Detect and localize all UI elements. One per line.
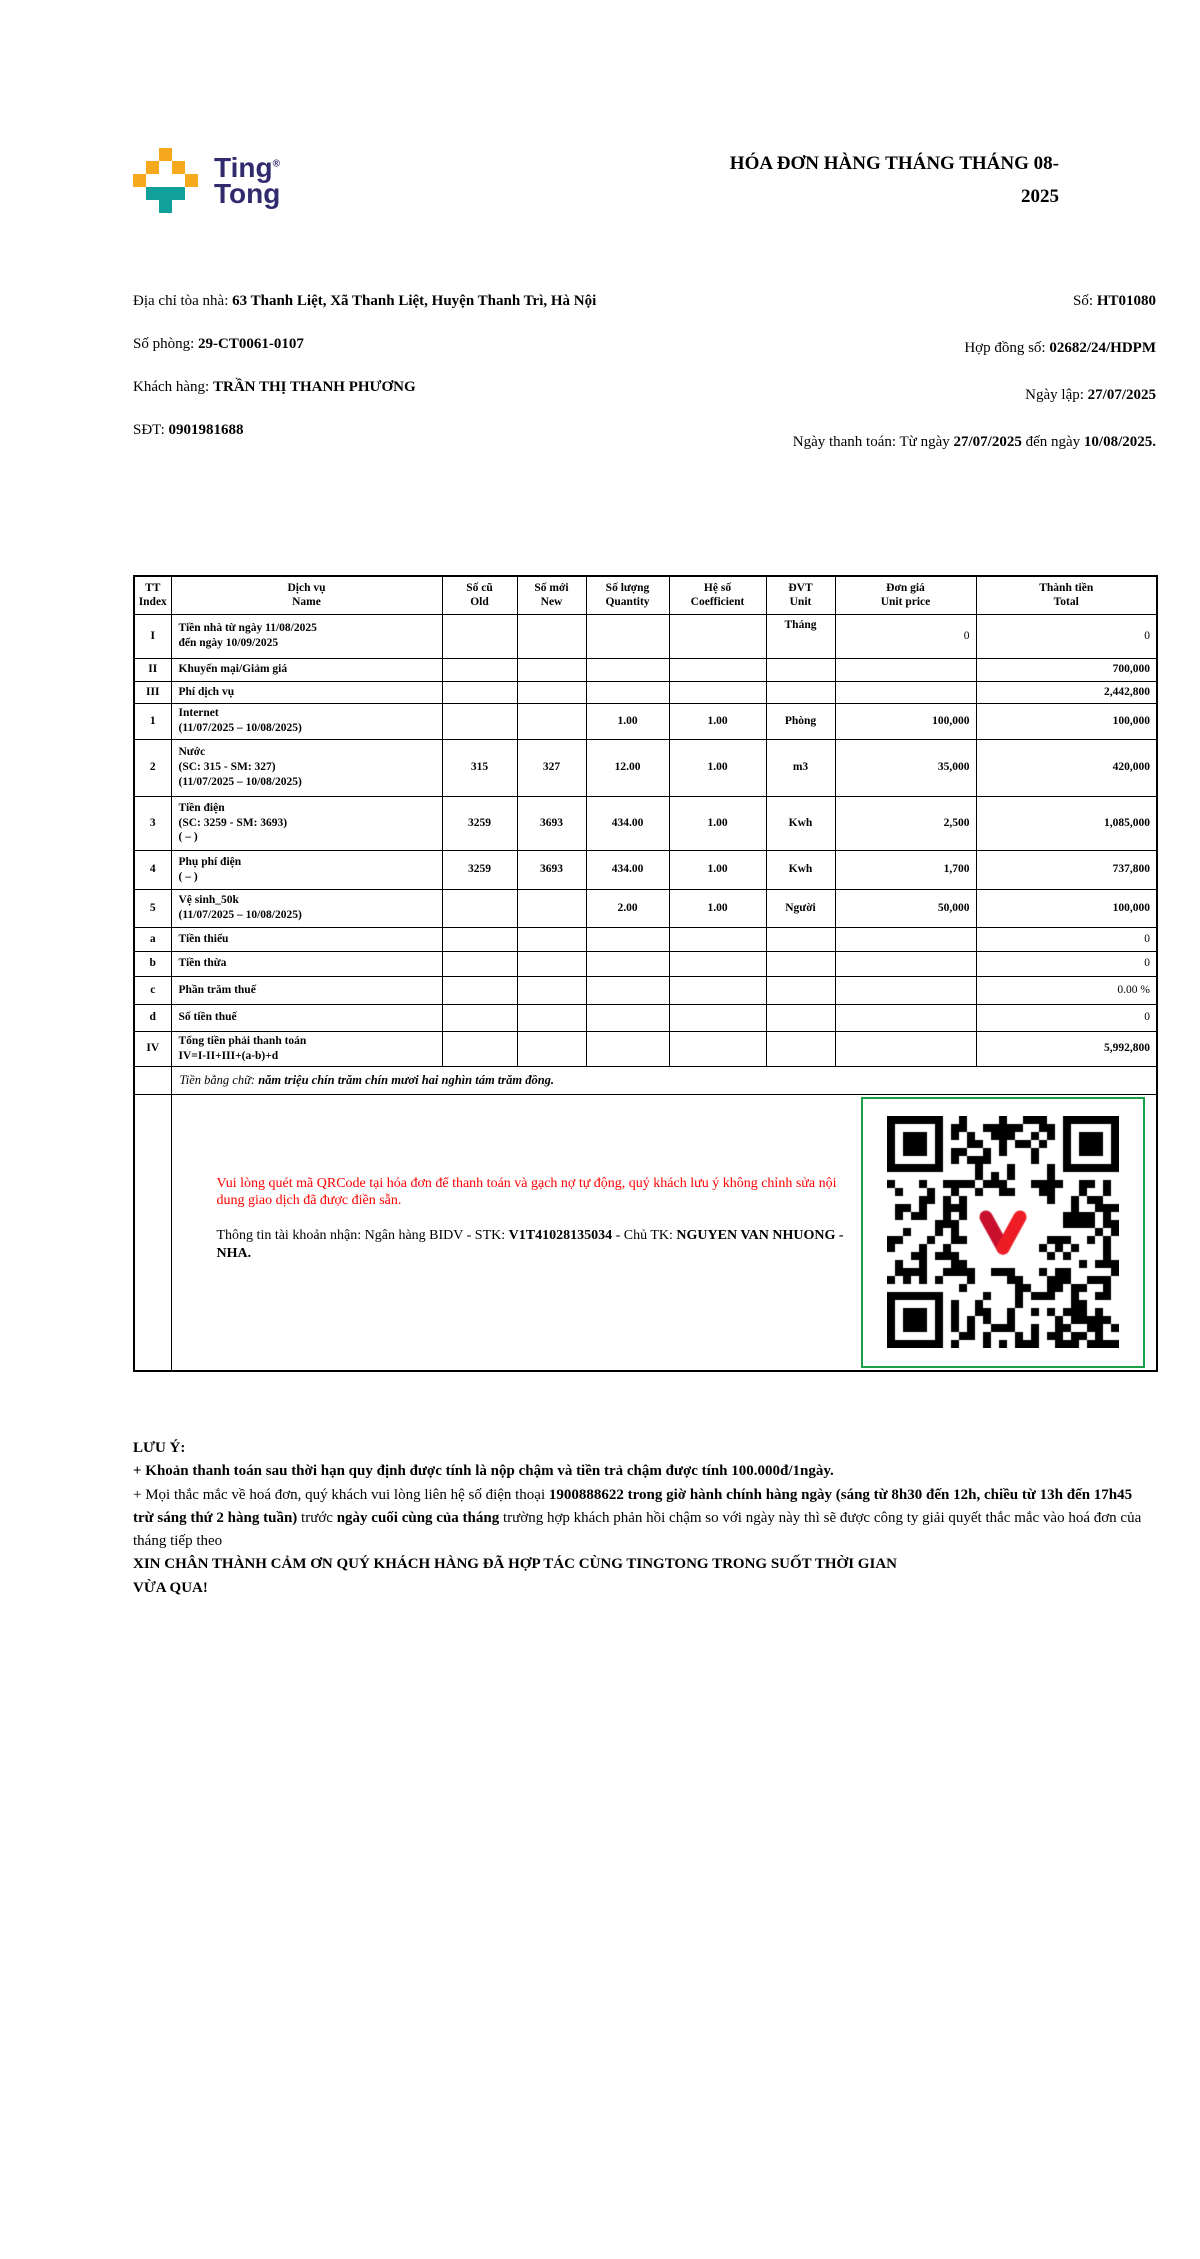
service-name: Tổng tiền phải thanh toán IV=I-II+III+(a-b)+d [171, 1031, 442, 1066]
total: 0 [976, 614, 1157, 658]
quantity: 12.00 [586, 739, 669, 796]
charge-row [134, 951, 1157, 976]
unit: Kwh [766, 850, 835, 889]
unit-price [835, 658, 976, 681]
logo-square [172, 161, 185, 174]
charge-row [134, 889, 1157, 927]
row-index: I [134, 614, 171, 658]
new-reading: 3693 [517, 850, 586, 889]
unit: Kwh [766, 796, 835, 850]
quantity [586, 681, 669, 703]
quantity [586, 976, 669, 1004]
quantity [586, 658, 669, 681]
text-segment: Ngày thanh toán: Từ ngày [792, 434, 954, 450]
old-reading [442, 951, 517, 976]
charge-row [134, 1031, 1157, 1066]
total: 100,000 [976, 703, 1157, 739]
charges-table [133, 575, 1158, 1372]
service-name: Tiền điện (SC: 3259 - SM: 3693) ( – ) [171, 796, 442, 850]
text-segment: 0901981688 [168, 422, 244, 438]
invoice-title-line1: HÓA ĐƠN HÀNG THÁNG THÁNG 08- [729, 153, 1059, 174]
payment-period [776, 429, 1156, 455]
coefficient [669, 951, 766, 976]
charge-row [134, 658, 1157, 681]
unit-price: 50,000 [835, 889, 976, 927]
logo-square [185, 174, 198, 187]
invoice-number [776, 288, 1156, 314]
coefficient: 1.00 [669, 796, 766, 850]
charge-row [134, 850, 1157, 889]
issue-date [776, 382, 1156, 408]
unit-price: 100,000 [835, 703, 976, 739]
coefficient [669, 1031, 766, 1066]
row-index: c [134, 976, 171, 1004]
unit-price: 2,500 [835, 796, 976, 850]
coefficient [669, 1004, 766, 1031]
support-note [133, 1484, 1156, 1554]
unit [766, 1004, 835, 1031]
row-index: b [134, 951, 171, 976]
new-reading [517, 889, 586, 927]
old-reading [442, 1031, 517, 1066]
thank-you-line1: XIN CHÂN THÀNH CẢM ƠN QUÝ KHÁCH HÀNG ĐÃ HỢP TÁC CÙNG TINGTONG TRONG SUỐT THỜI GIAN [133, 1556, 897, 1573]
unit [766, 951, 835, 976]
row-index: 2 [134, 739, 171, 796]
new-reading [517, 614, 586, 658]
logo-word-1: Ting [214, 152, 273, 184]
text-segment: Hợp đồng số: [964, 340, 1050, 356]
unit [766, 927, 835, 951]
text-segment: 29-CT0061-0107 [198, 336, 304, 352]
table-header-row [134, 576, 1157, 614]
service-name: Nước (SC: 315 - SM: 327) (11/07/2025 – 10/08/2025) [171, 739, 442, 796]
thank-you-line2: VỪA QUA! [133, 1579, 208, 1596]
column-header: Dịch vụ Name [171, 576, 442, 614]
logo-square [146, 161, 159, 174]
total: 0 [976, 1004, 1157, 1031]
text-segment: trường hợp khách phản hồi chậm so với ngày này thì sẽ được công ty giải quyết thắc mắc vào hoá đơn của tháng tiếp theo [133, 1509, 1142, 1549]
amount-in-words-text: năm triệu chín trăm chín mươi hai nghìn tám trăm đồng. [258, 1072, 555, 1087]
unit-price [835, 1031, 976, 1066]
text-segment: 27/07/2025 [1087, 387, 1156, 403]
old-reading [442, 889, 517, 927]
service-name: Phần trăm thuế [171, 976, 442, 1004]
service-name: Phụ phí điện ( – ) [171, 850, 442, 889]
quantity: 434.00 [586, 796, 669, 850]
quantity: 2.00 [586, 889, 669, 927]
total: 1,085,000 [976, 796, 1157, 850]
old-reading [442, 976, 517, 1004]
new-reading: 3693 [517, 796, 586, 850]
unit: Người [766, 889, 835, 927]
coefficient: 1.00 [669, 889, 766, 927]
total: 0 [976, 927, 1157, 951]
service-name: Số tiền thuế [171, 1004, 442, 1031]
amount-in-words-label: Tiền bằng chữ: [179, 1072, 259, 1087]
service-name: Vệ sinh_50k (11/07/2025 – 10/08/2025) [171, 889, 442, 927]
qr-code-box [861, 1097, 1145, 1368]
room-number [133, 323, 613, 366]
text-segment: TRẦN THỊ THANH PHƯƠNG [212, 379, 416, 395]
text-segment: trước [297, 1509, 337, 1526]
text-segment: 1900888622 trong giờ hành chính hàng ngày (sáng từ 8h30 đến 12h, chiều từ 13h đến 17h45 trừ sáng thứ 2 hàng tuần) [133, 1486, 1133, 1526]
empty-cell [134, 1066, 171, 1094]
logo-word-2: Tong [214, 178, 281, 209]
coefficient: 1.00 [669, 850, 766, 889]
customer-name [133, 366, 613, 409]
late-payment-note: + Khoản thanh toán sau thời hạn quy định được tính là nộp chậm và tiền trả chậm được tính 100.000đ/1ngày. [133, 1463, 834, 1480]
text-segment: 63 Thanh Liệt, Xã Thanh Liệt, Huyện Thanh Trì, Hà Nội [232, 293, 597, 309]
old-reading [442, 614, 517, 658]
text-segment: Số phòng: [133, 336, 199, 352]
qr-payment-notice: Vui lòng quét mã QRCode tại hóa đơn để thanh toán và gạch nợ tự động, quý khách lưu ý không chỉnh sửa nội dung giao dịch đã được điền sẵn. [216, 1175, 837, 1209]
payment-info-cell [171, 1094, 1157, 1371]
notes-heading: LƯU Ý: [133, 1440, 186, 1456]
payment-instructions [217, 1175, 845, 1264]
new-reading [517, 927, 586, 951]
unit-price: 1,700 [835, 850, 976, 889]
unit: Phòng [766, 703, 835, 739]
service-name: Internet (11/07/2025 – 10/08/2025) [171, 703, 442, 739]
coefficient [669, 614, 766, 658]
new-reading [517, 703, 586, 739]
contract-number [776, 335, 1156, 361]
header [133, 148, 1156, 214]
unit [766, 1031, 835, 1066]
charge-row [134, 1004, 1157, 1031]
row-index: d [134, 1004, 171, 1031]
column-header: TT Index [134, 576, 171, 614]
column-header: Hệ số Coefficient [669, 576, 766, 614]
text-segment: Số: [1073, 293, 1097, 309]
text-segment: - Chủ TK: [612, 1228, 677, 1244]
unit-price: 0 [835, 614, 976, 658]
unit [766, 681, 835, 703]
tingtong-logo-icon [133, 148, 199, 214]
invoice-meta [776, 280, 1156, 476]
coefficient [669, 927, 766, 951]
quantity [586, 1004, 669, 1031]
thank-you-note [133, 1553, 1156, 1600]
coefficient [669, 658, 766, 681]
new-reading: 327 [517, 739, 586, 796]
old-reading [442, 703, 517, 739]
column-header: Số lượng Quantity [586, 576, 669, 614]
coefficient [669, 681, 766, 703]
quantity [586, 1031, 669, 1066]
service-name: Khuyến mại/Giảm giá [171, 658, 442, 681]
unit-price [835, 1004, 976, 1031]
column-header: Đơn giá Unit price [835, 576, 976, 614]
row-index: 1 [134, 703, 171, 739]
unit-price [835, 976, 976, 1004]
row-index: 5 [134, 889, 171, 927]
notes-section [133, 1437, 1156, 1600]
text-segment: SĐT: [133, 422, 169, 438]
old-reading: 315 [442, 739, 517, 796]
text-segment: Ngày lập: [1025, 387, 1088, 403]
new-reading [517, 1031, 586, 1066]
logo-wordmark [214, 152, 281, 209]
invoice-info [133, 280, 1156, 476]
new-reading [517, 1004, 586, 1031]
quantity [586, 927, 669, 951]
column-header: Số cũ Old [442, 576, 517, 614]
unit-price [835, 681, 976, 703]
unit: Tháng [766, 614, 835, 658]
logo-bar [146, 187, 185, 200]
old-reading: 3259 [442, 850, 517, 889]
new-reading [517, 976, 586, 1004]
text-segment: Thông tin tài khoản nhận: Ngân hàng BIDV - STK: [216, 1228, 509, 1244]
text-segment: HT01080 [1096, 293, 1156, 309]
row-index: II [134, 658, 171, 681]
empty-cell [134, 1094, 171, 1371]
coefficient: 1.00 [669, 739, 766, 796]
text-segment: đến ngày [1021, 434, 1084, 450]
charge-row [134, 927, 1157, 951]
charge-row [134, 796, 1157, 850]
service-name: Tiền thừa [171, 951, 442, 976]
total: 2,442,800 [976, 681, 1157, 703]
text-segment: 10/08/2025. [1083, 434, 1156, 450]
old-reading [442, 1004, 517, 1031]
tingtong-logo [133, 148, 280, 214]
invoice-title [499, 148, 1156, 213]
total: 0.00 % [976, 976, 1157, 1004]
text-segment: ngày cuối cùng của tháng [336, 1509, 500, 1526]
row-index: 4 [134, 850, 171, 889]
text-segment: 27/07/2025 [953, 434, 1022, 450]
total: 737,800 [976, 850, 1157, 889]
total: 700,000 [976, 658, 1157, 681]
old-reading [442, 681, 517, 703]
service-name: Tiền nhà từ ngày 11/08/2025 đến ngày 10/09/2025 [171, 614, 442, 658]
text-segment: + Mọi thắc mắc về hoá đơn, quý khách vui lòng liên hệ số điện thoại [133, 1486, 549, 1503]
new-reading [517, 951, 586, 976]
service-name: Tiền thiếu [171, 927, 442, 951]
charge-row [134, 681, 1157, 703]
coefficient: 1.00 [669, 703, 766, 739]
column-header: ĐVT Unit [766, 576, 835, 614]
total: 100,000 [976, 889, 1157, 927]
registered-trademark-icon: ® [272, 158, 280, 170]
unit-price [835, 927, 976, 951]
qr-code [887, 1116, 1119, 1348]
unit-price [835, 951, 976, 976]
logo-stem [159, 200, 172, 213]
quantity [586, 614, 669, 658]
quantity: 1.00 [586, 703, 669, 739]
new-reading [517, 658, 586, 681]
total: 420,000 [976, 739, 1157, 796]
old-reading [442, 658, 517, 681]
unit-price: 35,000 [835, 739, 976, 796]
column-header: Thành tiền Total [976, 576, 1157, 614]
coefficient [669, 976, 766, 1004]
charge-row [134, 614, 1157, 658]
invoice-title-line2: 2025 [1021, 185, 1059, 207]
customer-phone [133, 409, 613, 452]
quantity [586, 951, 669, 976]
charge-row [134, 703, 1157, 739]
customer-info [133, 280, 613, 476]
text-segment: V1T41028135034 [508, 1228, 613, 1244]
total: 5,992,800 [976, 1031, 1157, 1066]
logo-square [159, 148, 172, 161]
amount-in-words [171, 1066, 1157, 1094]
unit [766, 658, 835, 681]
amount-in-words-row [134, 1066, 1157, 1094]
total: 0 [976, 951, 1157, 976]
unit: m3 [766, 739, 835, 796]
building-address [133, 280, 613, 323]
text-segment: Địa chỉ tòa nhà: [133, 293, 233, 309]
old-reading [442, 927, 517, 951]
row-index: 3 [134, 796, 171, 850]
text-segment: NGUYEN VAN NHUONG - NHA. [216, 1228, 844, 1262]
text-segment: Khách hàng: [133, 379, 213, 395]
bank-account-info [217, 1227, 845, 1263]
column-header: Số mới New [517, 576, 586, 614]
charge-row [134, 739, 1157, 796]
quantity: 434.00 [586, 850, 669, 889]
text-segment: 02682/24/HDPM [1049, 340, 1156, 356]
row-index: a [134, 927, 171, 951]
old-reading: 3259 [442, 796, 517, 850]
row-index: III [134, 681, 171, 703]
charge-row [134, 976, 1157, 1004]
logo-square [133, 174, 146, 187]
qr-row [134, 1094, 1157, 1371]
unit [766, 976, 835, 1004]
new-reading [517, 681, 586, 703]
row-index: IV [134, 1031, 171, 1066]
service-name: Phí dịch vụ [171, 681, 442, 703]
